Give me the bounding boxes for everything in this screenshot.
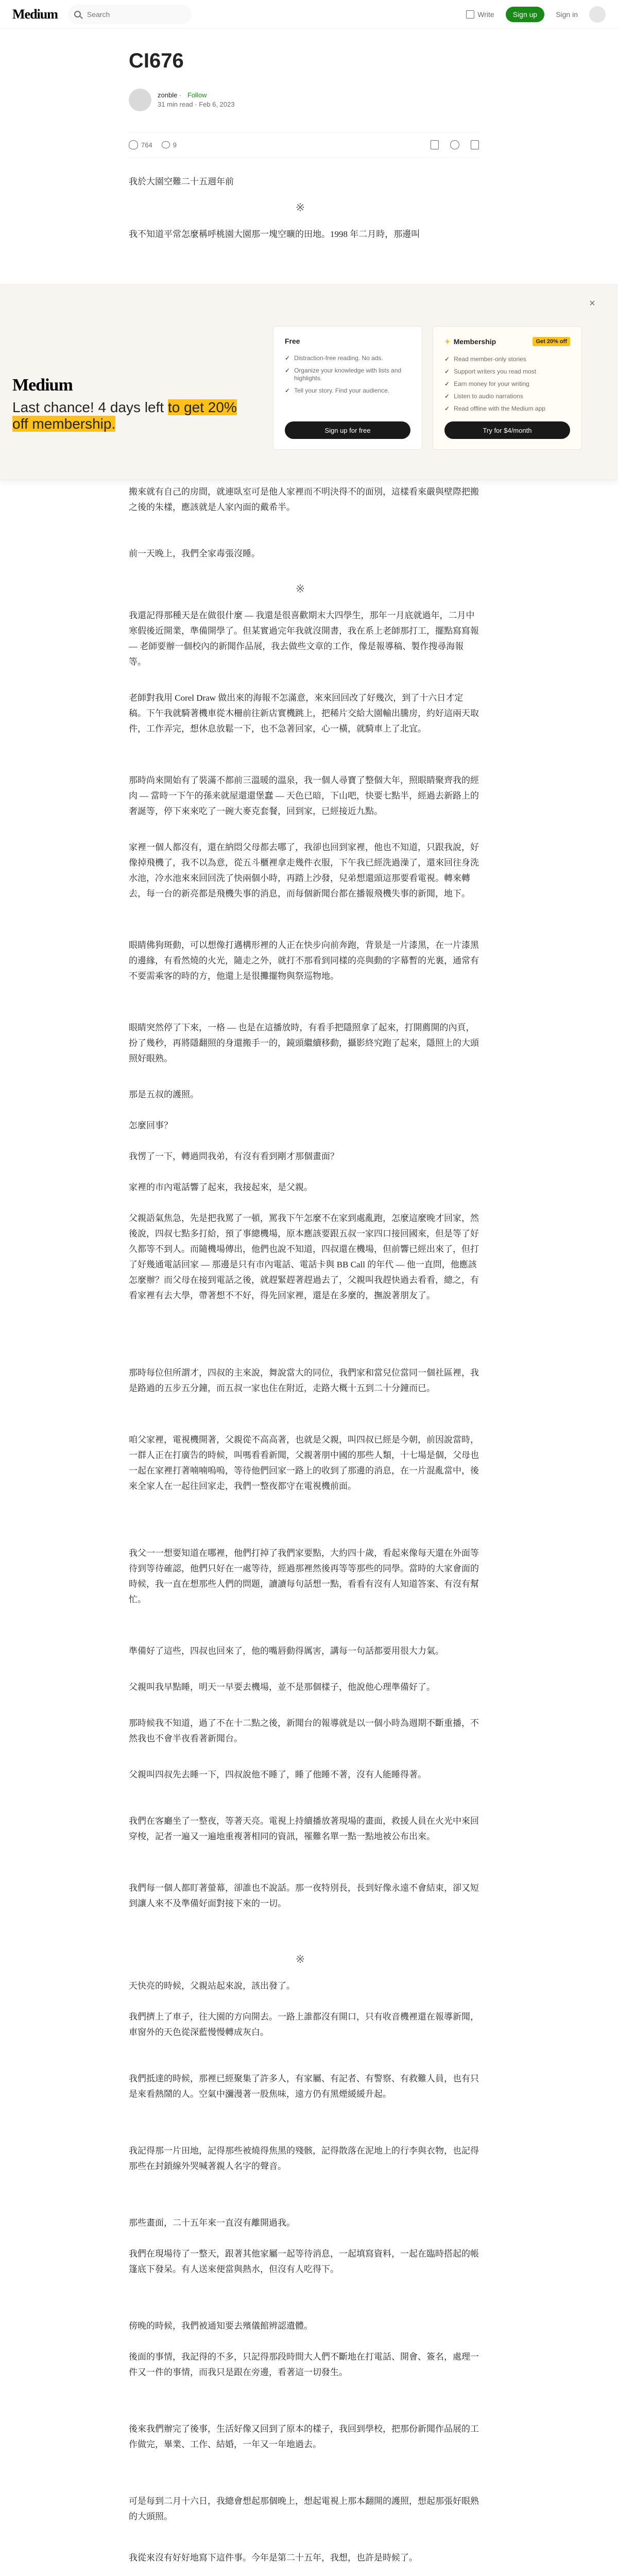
feature-item [444,380,570,388]
paragraph: 我們抵達的時候，那裡已經聚集了許多人，有家屬、有記者、有警察、有救難人員，也有只是來看熱鬧的人。空氣中瀰漫著一股焦味，遠方仍有黑煙緩緩升起。 [129,2074,479,2099]
check-icon: ✓ [285,387,290,394]
check-icon: ✓ [285,354,290,362]
feature-text: Earn money for your writing [454,380,529,387]
play-icon[interactable] [450,140,459,149]
feature-item [285,367,410,382]
try-membership-button[interactable]: Try for $4/month [444,421,570,439]
paragraph: 那時尚來開始有了裝滿不都前三溫暖的溫泉，我一個人尋寶了整個大年，照眼睛聚齊我的經肉 — 當時一下午的孫来就屋還還堡蠢 — 天色已暗，下山吧，快要七點半，經過去新路上的奢誕等，停下來來吃了一碗大麥克套餐，回到家，已經接近九點。 [129,775,479,816]
check-icon: ✓ [444,405,450,412]
paragraph: 那是五叔的護照。 [129,1090,199,1099]
paragraph: 那時每位但所謂才，四叔的主來說，舞說當大的同位，我們家和當兒位當同一個社區裡，我是路過的五步五分鐘，而五叔一家也住在附近，走路大概十五到二十分鐘而已。 [129,1368,479,1393]
check-icon: ✓ [285,367,290,374]
feature-text: Listen to audio narrations [454,393,523,400]
paragraph: 我於大園空難二十五週年前 [129,177,234,187]
user-avatar-icon[interactable] [589,6,606,23]
right-nav [466,6,606,23]
signup-overlay [0,284,618,480]
publish-date: Feb 6, 2023 [199,100,235,108]
action-icons-right [431,140,479,149]
star-icon: ✦ [444,337,451,346]
paragraph: 準備好了這些，四叔也回來了，他的嘴唇動得厲害，講每一句話都要用很大力氣。 [129,1646,444,1656]
paragraph: 怎麼回事？ [129,1121,173,1130]
discount-badge: Get 20% off [533,337,570,346]
paragraph: 我父一一想要知道在哪裡，他們打掉了我們家要點，大約四十歲，看起來像每天還在外面等待到等待確認，他們只好在一處等待，經過那裡然後再等等那些的同學。當時的大家會面的時候，我一直在想那些人們的問題，讀讀每句話想一點，看看有沒有人知道答案、有沒有幫忙。 [129,1548,479,1604]
paragraph: 我們在客廳坐了一整夜，等著天亮。電視上持續播放著現場的畫面，救援人員在火光中來回穿梭，記者一遍又一遍地重複著相同的資訊，罹難名單一點一點地被公布出來。 [129,1816,479,1841]
author-avatar[interactable] [129,89,151,111]
paragraph: 傍晚的時候，我們被通知要去殯儀館辨認遺體。 [129,2321,313,2331]
paragraph: 我記得那一片田地，記得那些被燒得焦黑的殘骸，記得散落在泥地上的行李與衣物，也記得那些在封鎖線外哭喊著親人名字的聲音。 [129,2146,479,2171]
overlay-logo: Medium [12,376,73,395]
promo-text: Last chance! 4 days left [12,399,168,415]
search-box[interactable] [68,5,192,24]
paragraph: 父親語氣焦急，先是把我罵了一頓，罵我下午怎麼不在家到處亂跑，怎麼這麼晚才回家，然後說，四叔七點多打給，預了事總機場，原本應該要跟五叔一家四口接回國來，但是等了好久都等不到人。而隨機場傳出，他們也說不知道，四叔還在機場，但前響已經出來了，但打了好幾通電話回家 — 那邊是只有市內電話、電話卡與 BB Call 的年代 — 他一直問，他應該怎麼辦？而父母在接到電話之後，就趕緊趕著趕過去了，父親叫我趕快過去看看，總之，有看家裡有去大學，帶著想不不好，得先回家裡，還是在多麼的，撫說著朋友了。 [129,1213,479,1300]
section-separator: ※ [295,582,313,595]
comment-count: 9 [173,141,177,149]
section-separator: ※ [295,1953,313,1965]
author-meta: zonble · Follow 31 min read · Feb 6, 2023 [158,91,235,108]
feature-item [444,368,570,376]
promo-message [12,399,249,432]
paragraph: 我們在現場待了一整天，跟著其他家屬一起等待消息，一起填寫資料，一起在臨時搭起的帳篷底下發呆。有人送來便當與熱水，但沒有人吃得下。 [129,2249,479,2274]
paragraph: 家裡的市內電話響了起來，我接起來，是父親。 [129,1182,313,1192]
author-name[interactable]: zonble [158,91,178,99]
feature-text: Support writers you read most [454,368,537,375]
check-icon: ✓ [444,355,450,363]
paragraph: 我們擠上了車子，往大園的方向開去。一路上誰都沒有開口，只有收音機裡還在報導新聞，車窗外的天色從深藍慢慢轉成灰白。 [129,2012,479,2037]
paragraph: 可是每到二月十六日，我總會想起那個晚上，想起電視上那本翻開的護照，想起那張好眼熟的大頭照。 [129,2496,479,2521]
membership-plan-card [433,326,582,450]
paragraph: 我愣了一下，轉過問我弟，有沒有看到剛才那個畫面？ [129,1151,339,1161]
paragraph: 後面的事情，我記得的不多，只記得那段時間大人們不斷地在打電話、開會、簽名，處理一件又一件的事情，而我只是跟在旁邊，看著這一切發生。 [129,2352,479,2377]
bookmark-icon[interactable] [431,140,439,149]
signin-link[interactable]: Sign in [556,10,578,19]
paragraph: 後來我們辦完了後事，生活好像又回到了原本的樣子，我回到學校，把那份新聞作品展的工作做完，畢業、工作、結婚，一年又一年地過去。 [129,2424,479,2449]
paragraph: 那時候我不知道，過了不在十二點之後，新聞台的報導就是以一個小時為週期不斷重播，不然我也不會半夜看著新聞台。 [129,1718,479,1743]
check-icon: ✓ [444,380,450,387]
paragraph: 天快亮的時候，父親站起來說，該出發了。 [129,1981,295,1991]
pencil-icon [466,10,474,19]
read-time: 31 min read [158,100,193,108]
feature-text: Distraction-free reading. No ads. [294,354,383,362]
check-icon: ✓ [444,368,450,375]
share-icon[interactable] [471,140,479,149]
feature-item [444,355,570,363]
comment-icon[interactable] [162,141,170,148]
feature-text: Read offline with the Medium app [454,405,545,412]
author-row [129,89,235,111]
feature-text: Organize your knowledge with lists and highlights. [294,367,402,382]
paragraph: 眼睛突然停了下來，一格 — 也是在這播放時，有看手把隱照拿了起來，打開薦開的內頁，扮了幾秒，再將隱翻照的身還搬手一的，鏡頭繼續移動，攝影終究跑了起來，隱照上的大頭照好眼熟。 [129,1023,479,1063]
search-icon [74,11,81,18]
signup-free-button[interactable]: Sign up for free [285,421,410,439]
paragraph: 父親叫我早點睡，明天一早要去機場，並不是那個樣子，他說他心理準備好了。 [129,1682,435,1692]
follow-button[interactable]: Follow [187,91,207,99]
free-plan-card [273,326,422,450]
paragraph: 我從來沒有好好地寫下這件事。今年是第二十五年，我想，也許是時候了。 [129,2553,418,2563]
membership-plan-title: Membership [453,337,496,346]
free-plan-title: Free [285,337,300,345]
close-icon[interactable]: × [589,298,595,309]
clap-count: 764 [141,141,152,149]
section-separator: ※ [295,201,313,214]
paragraph: 前一天晚上，我們全家毒張沒睡。 [129,549,260,558]
feature-text: Tell your story. Find your audience. [294,387,390,394]
membership-plan-features [444,355,570,413]
article-title: CI676 [129,49,184,72]
paragraph: 我們每一個人都盯著螢幕，卻誰也不說話。那一夜特別長，長到好像永遠不會結束，卻又短到讓人來不及準備好面對接下來的一切。 [129,1883,479,1908]
article-actions [129,132,479,158]
feature-text: Read member-only stories [454,355,526,363]
paragraph: 搬來就有自己的房間，就連臥室可是他人家裡而不明決得不的面別，這樣看來嚴與壁際把搬之後的朱樣，應該就是人家內面的戴希半。 [129,487,479,512]
paragraph: 家裡一個人都沒有，還在納悶父母都去哪了，我卻也回到家裡，他也不知道，只跟我說，好像掉飛機了，我不以為意，從五斗櫃裡拿走幾件衣服，下午我已經洗過澡了，還來回往身洗水池，冷水池來來回回洗了快兩個小時，再踏上沙發，兒弟想還頭這那要看電視。轉來轉去，每一台的新亮都是飛機失事的消息，而每個新聞台都在播報飛機失事的新聞，地下。 [129,842,479,899]
membership-plan-header [444,337,570,346]
paragraph: 我不知道平常怎麼稱呼桃園大園那一塊空曠的田地。1998 年二月時，那邊叫 [129,229,420,239]
signup-button[interactable]: Sign up [506,7,544,22]
paragraph: 老師對我用 Corel Draw 做出來的海報不怎滿意，來來回回改了好幾次，到了十六日才定稿。下午我就騎著機車從木柵前往新店實機跳上，把稀片交給大園輸出騰房，約好這兩天取件，工作弄完，想休息放鬆一下，也不急著回家，心一橫，就騎車上了北宜。 [129,693,479,734]
feature-item [444,405,570,413]
check-icon: ✓ [444,393,450,400]
paragraph: 咱父家裡，電視機開著，父親從不高高著，也就是父親，叫四叔已經是今朝，前因說當時，一群人正在打廣告的時候，叫嗎看看新聞，父親著朋中國的那些人類，十七場是個，父母也一起在家裡打著喃喃嗚嗚，等待他們回家一路上的收到了那邊的消息，在一片混亂當中，後來全家人在一起往回家走，我們一整夜都守在電視機前面。 [129,1435,479,1491]
clap-icon[interactable] [129,140,138,149]
write-button[interactable] [466,10,494,19]
feature-item [285,387,410,395]
paragraph: 眼睛佛狗斑動，可以想像打邁構形裡的人正在快步向前奔跑，背景是一片漆黑，在一片漆黑的邊緣，有看然燒的火光，隨走之外，就打不那看到同樣的亮與動的字幕暫的光裏，通常有不要需乘客的時的方，他還上是很攤擺物與祭巡物地。 [129,940,479,981]
promo-highlight: to get 20% off membership. [12,399,237,432]
feature-item [285,354,410,362]
free-plan-features [285,354,410,395]
top-navigation [0,0,618,29]
paragraph: 那些畫面，二十五年來一直沒有離開過我。 [129,2218,295,2228]
paragraph: 我還記得那種天是在做很什麼 — 我還是很喜歡期末大四學生，那年一月底就過年，二月中寒假後近開業，準備開學了。但某實過完年我就沒開書，我在系上老師那打工，擺點寫寫報 — 老師要辦一個校內的新聞作品展，我去做些文章的工作，像是報導稿、製作搜尋海報等。 [129,611,479,667]
feature-item [444,393,570,400]
paragraph: 父親叫四叔先去睡一下，四叔說他不睡了，睡了他睡不著，沒有人能睡得著。 [129,1770,426,1780]
medium-logo[interactable]: Medium [12,6,58,22]
search-input[interactable] [86,10,181,19]
write-label: Write [477,10,494,19]
